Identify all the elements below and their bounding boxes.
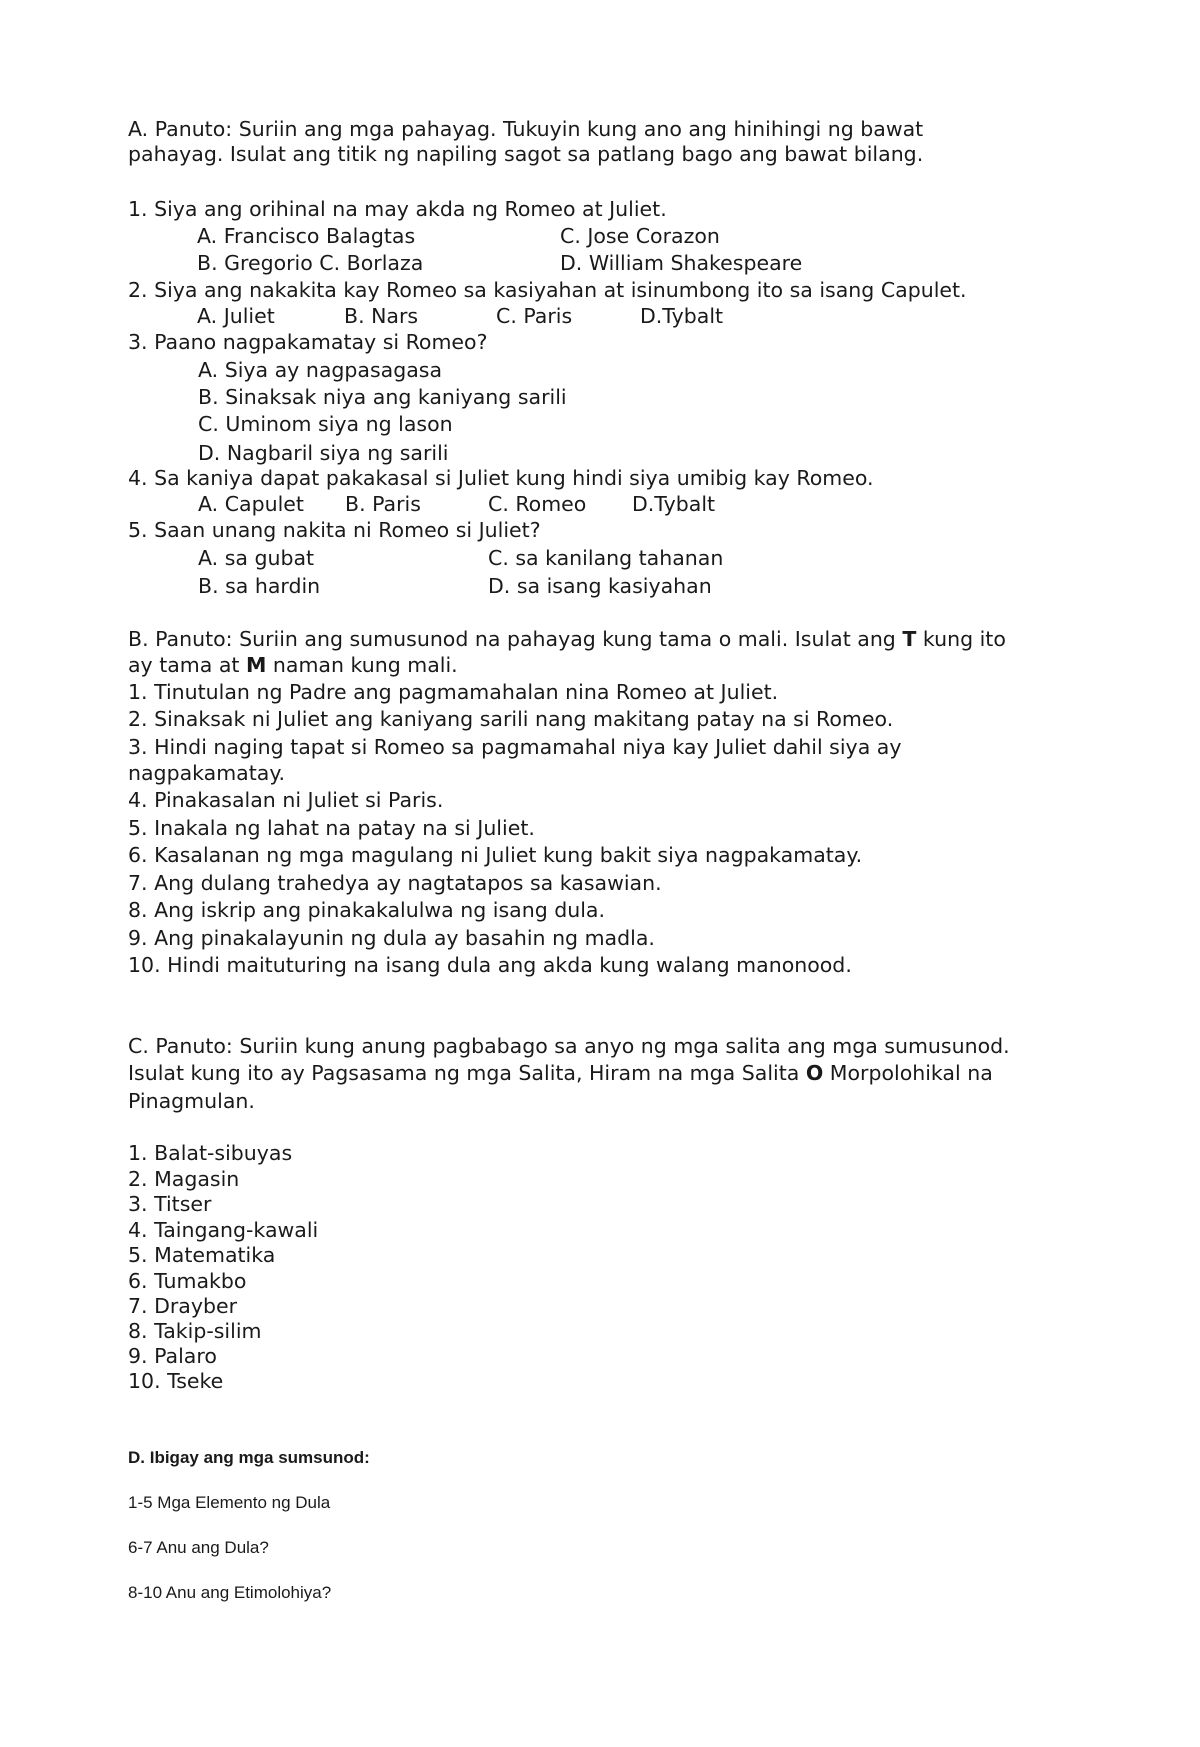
section-c-instruction-line-2: Isulat kung ito ay Pagsasama ng mga Salita, Hiram na mga Salita O Morpolohikal na xyxy=(128,1061,993,1085)
word-7: 7. Drayber xyxy=(128,1294,238,1318)
statement-1: 1. Tinutulan ng Padre ang pagmamahalan nina Romeo at Juliet. xyxy=(128,680,779,704)
word-5: 5. Matematika xyxy=(128,1243,276,1267)
question-1-option-c: C. Jose Corazon xyxy=(560,224,720,248)
question-3-option-c: C. Uminom siya ng lason xyxy=(198,412,453,436)
question-1-option-b: B. Gregorio C. Borlaza xyxy=(197,251,424,275)
question-3: 3. Paano nagpakamatay si Romeo? xyxy=(128,330,488,354)
section-b-instruction-line-1: B. Panuto: Suriin ang sumusunod na pahayag kung tama o mali. Isulat ang T kung ito xyxy=(128,627,1006,651)
section-d-item-1: 1-5 Mga Elemento ng Dula xyxy=(128,1493,331,1512)
false-marker: M xyxy=(245,653,267,677)
section-d-item-3: 8-10 Anu ang Etimolohiya? xyxy=(128,1583,332,1602)
question-3-option-a: A. Siya ay nagpasagasa xyxy=(198,358,443,382)
question-3-option-b: B. Sinaksak niya ang kaniyang sarili xyxy=(198,385,567,409)
statement-3: 3. Hindi naging tapat si Romeo sa pagmamahal niya kay Juliet dahil siya ay xyxy=(128,735,902,759)
section-b-instruction-line-2: ay tama at M naman kung mali. xyxy=(128,653,458,677)
statement-9: 9. Ang pinakalayunin ng dula ay basahin ng madla. xyxy=(128,926,655,950)
question-1-option-d: D. William Shakespeare xyxy=(560,251,803,275)
true-marker: T xyxy=(902,627,917,651)
question-4-option-a: A. Capulet xyxy=(198,492,304,516)
statement-5: 5. Inakala ng lahat na patay na si Juliet. xyxy=(128,816,535,840)
question-2-option-b: B. Nars xyxy=(344,304,419,328)
question-2: 2. Siya ang nakakita kay Romeo sa kasiyahan at isinumbong ito sa isang Capulet. xyxy=(128,278,967,302)
question-2-option-c: C. Paris xyxy=(496,304,573,328)
statement-7: 7. Ang dulang trahedya ay nagtatapos sa kasawian. xyxy=(128,871,662,895)
word-8: 8. Takip-silim xyxy=(128,1319,262,1343)
statement-3-continued: nagpakamatay. xyxy=(128,761,286,785)
question-4: 4. Sa kaniya dapat pakakasal si Juliet kung hindi siya umibig kay Romeo. xyxy=(128,466,874,490)
section-a-instruction-line-1: A. Panuto: Suriin ang mga pahayag. Tukuyin kung ano ang hinihingi ng bawat xyxy=(128,117,924,141)
question-5-option-d: D. sa isang kasiyahan xyxy=(488,574,712,598)
question-5-option-a: A. sa gubat xyxy=(198,546,315,570)
section-d-item-2: 6-7 Anu ang Dula? xyxy=(128,1538,269,1557)
section-c-instruction-line-1: C. Panuto: Suriin kung anung pagbabago sa anyo ng mga salita ang mga sumusunod. xyxy=(128,1034,1010,1058)
question-3-option-d: D. Nagbaril siya ng sarili xyxy=(198,441,449,465)
word-4: 4. Taingang-kawali xyxy=(128,1218,319,1242)
section-d-instruction: D. Ibigay ang mga sumsunod: xyxy=(128,1448,370,1467)
word-6: 6. Tumakbo xyxy=(128,1269,247,1293)
question-4-option-b: B. Paris xyxy=(345,492,421,516)
section-c-instruction-line-3: Pinagmulan. xyxy=(128,1089,255,1113)
question-4-option-d: D.Tybalt xyxy=(632,492,716,516)
word-1: 1. Balat-sibuyas xyxy=(128,1141,293,1165)
section-a-instruction-line-2: pahayag. Isulat ang titik ng napiling sagot sa patlang bago ang bawat bilang. xyxy=(128,142,924,166)
word-2: 2. Magasin xyxy=(128,1167,240,1191)
question-5-option-c: C. sa kanilang tahanan xyxy=(488,546,724,570)
word-10: 10. Tseke xyxy=(128,1369,224,1393)
question-2-option-d: D.Tybalt xyxy=(640,304,724,328)
question-1: 1. Siya ang orihinal na may akda ng Romeo at Juliet. xyxy=(128,197,667,221)
statement-8: 8. Ang iskrip ang pinakakalulwa ng isang dula. xyxy=(128,898,606,922)
statement-6: 6. Kasalanan ng mga magulang ni Juliet kung bakit siya nagpakamatay. xyxy=(128,843,863,867)
statement-10: 10. Hindi maituturing na isang dula ang akda kung walang manonood. xyxy=(128,953,852,977)
word-3: 3. Titser xyxy=(128,1192,212,1216)
question-5-option-b: B. sa hardin xyxy=(198,574,321,598)
question-5: 5. Saan unang nakita ni Romeo si Juliet? xyxy=(128,518,541,542)
statement-2: 2. Sinaksak ni Juliet ang kaniyang sarili nang makitang patay na si Romeo. xyxy=(128,707,894,731)
question-2-option-a: A. Juliet xyxy=(197,304,275,328)
word-9: 9. Palaro xyxy=(128,1344,217,1368)
question-4-option-c: C. Romeo xyxy=(488,492,587,516)
statement-4: 4. Pinakasalan ni Juliet si Paris. xyxy=(128,788,444,812)
question-1-option-a: A. Francisco Balagtas xyxy=(197,224,416,248)
